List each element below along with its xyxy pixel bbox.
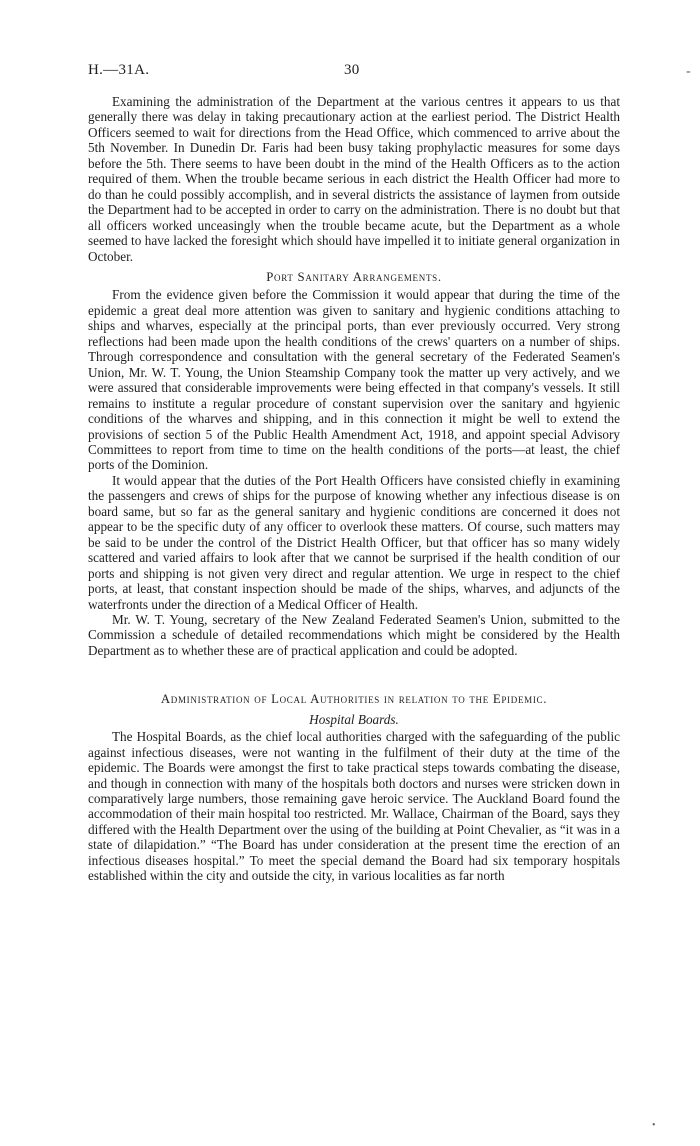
paragraph-department-administration: Examining the administration of the Department at the various centres it appears to us that generally there was delay in taking precautionary action at the earliest period. The District Health Officers seemed to wait for directions from the Head Office, which commenced to arrive about the 5th November. In Dunedin Dr. Faris had been busy taking prophylactic measures for some days before the 5th. There seems to have been doubt in the mind of the Health Officers as to the action required of them. When the trouble became serious in each district the Health Officer had more to do than he could possibly accomplish, and in several districts the assistance of laymen from outside the Department had to be accepted in order to carry on the administration. There is no doubt but that all officers worked unceasingly when the trouble became acute, but the Department as a whole seemed to have lacked the foresight which should have impelled it to initiate general organization in October. bbox=[88, 94, 620, 264]
subheading-hospital-boards: Hospital Boards. bbox=[309, 711, 399, 727]
document-body bbox=[88, 94, 620, 884]
page-number: 30 bbox=[344, 62, 360, 78]
edge-mark: - bbox=[686, 64, 691, 79]
paragraph-hospital-boards: The Hospital Boards, as the chief local authorities charged with the safeguarding of the public against infectious diseases, were not wanting in the fulfilment of their duty at the time of the epidemic. The Boards were amongst the first to take practical steps towards combating the disease, and though in connection with many of the hospitals both doctors and nurses were stricken down in comparatively large numbers, those remaining gave heroic service. The Auckland Board found the accommodation of their main hospital too restricted. Mr. Wallace, Chairman of the Board, says they differed with the Health Department over the using of the building at Point Chevalier, as “it was in a state of dilapidation.” “The Board has under consideration at the present time the erection of an infectious diseases hospital.” To meet the special demand the Board had six temporary hospitals established within the city and outside the city, in various localities as far north bbox=[88, 729, 620, 884]
section-heading-local-authorities: Administration of Local Authorities in relation to the Epidemic. bbox=[160, 692, 548, 707]
paragraph-port-evidence: From the evidence given before the Commission it would appear that during the time of the epidemic a great deal more attention was given to sanitary and hygienic conditions attaching to ships and wharves, especially at the principal ports, than ever previously occurred. Very strong reflections had been made upon the health conditions of the crews' quarters on a number of ships. Through correspondence and consultation with the general secretary of the Federated Seamen's Union, Mr. W. T. Young, the Union Steamship Company took the matter up very actively, and we were assured that considerable improvements were being effected in that company's vessels. It still remains to institute a regular procedure of constant supervision over the sanitary and hgyienic conditions of the wharves and shipping, and in this connection it might be well to extend the provisions of section 5 of the Public Health Amendment Act, 1918, and appoint special Advisory Committees to report from time to time on the health conditions of the ports—at least, the chief ports of the Dominion. bbox=[88, 287, 620, 473]
paragraph-port-health-officers: It would appear that the duties of the Port Health Officers have consisted chiefly in examining the passengers and crews of ships for the purpose of knowing whether any infectious disease is on board same, but so far as the general sanitary and hygienic conditions are concerned it does not appear to be the specific duty of any officer to overlook these matters. Of course, such matters may be said to be under the control of the District Health Officer, but that officer has so many widely scattered and varied affairs to look after that we cannot be surprised if the health condition of our ports and shipping is not given very direct and regular attention. We urge in respect to the chief ports, at least, that constant inspection should be made of the ships, wharves, and adjuncts of the waterfronts under the direction of a Medical Officer of Health. bbox=[88, 472, 620, 612]
section-heading-port-sanitary: Port Sanitary Arrangements. bbox=[266, 269, 442, 284]
margin-dot: • bbox=[652, 1120, 656, 1131]
document-reference: H.—31A. bbox=[88, 62, 150, 78]
page-header bbox=[88, 62, 648, 82]
paragraph-seamens-union: Mr. W. T. Young, secretary of the New Zealand Federated Seamen's Union, submitted to the Commission a schedule of detailed recommendations which might be considered by the Health Department as to whether these are of practical application and could be adopted. bbox=[88, 611, 620, 658]
